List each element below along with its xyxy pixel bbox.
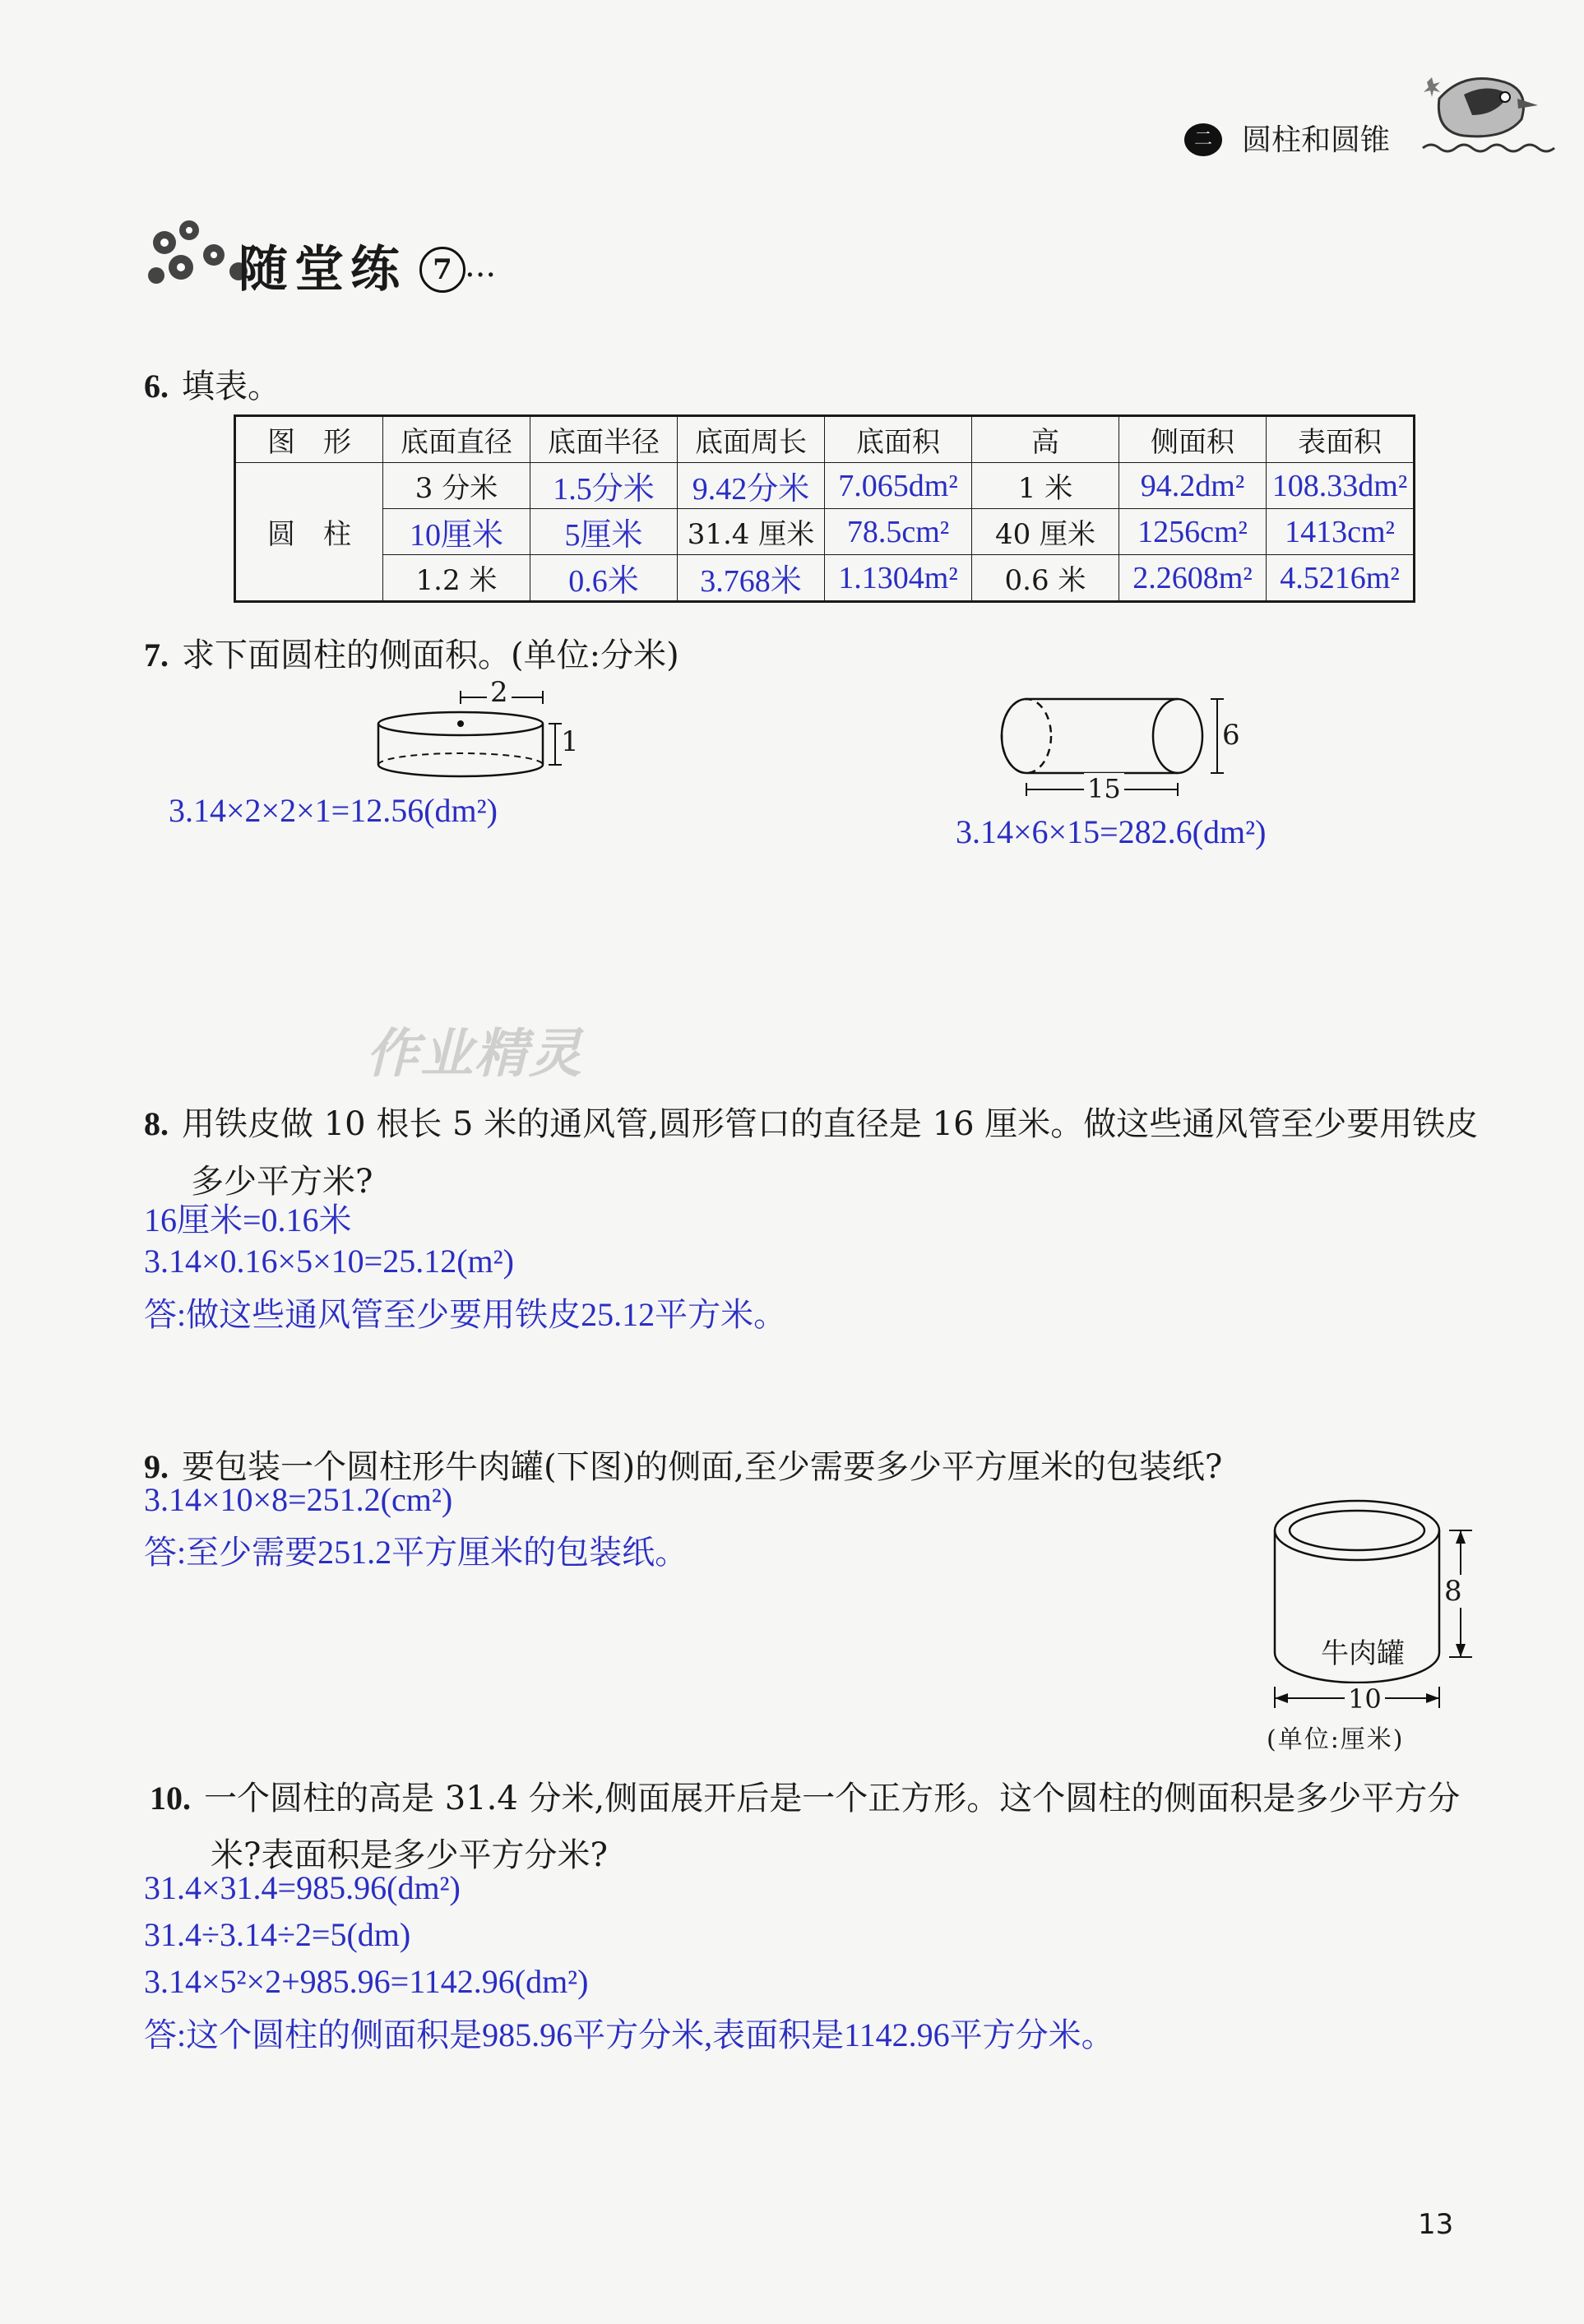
q7-text: 求下面圆柱的侧面积。(单位:分米) — [182, 637, 679, 674]
table-cell: 9.42分米 — [678, 463, 825, 509]
q8-answer-3: 答:做这些通风管至少要用铁皮25.12平方米。 — [144, 1296, 787, 1333]
q7-answer-2: 3.14×6×15=282.6(dm²) — [956, 813, 1267, 850]
table-cell: 94.2dm² — [1119, 463, 1267, 509]
q9-answer-1: 3.14×10×8=251.2(cm²) — [144, 1481, 453, 1518]
q10-answer-4: 答:这个圆柱的侧面积是985.96平方分米,表面积是1142.96平方分米。 — [144, 2016, 1114, 2053]
q9-answer-2: 答:至少需要251.2平方厘米的包装纸。 — [144, 1534, 688, 1571]
table-shape-label: 圆 柱 — [235, 463, 383, 602]
table-header: 表面积 — [1267, 416, 1415, 463]
q10-answer-3: 3.14×5²×2+985.96=1142.96(dm²) — [144, 1963, 589, 2000]
fig1-top-label: 2 — [487, 676, 512, 709]
q10-line2: 米?表面积是多少平方分米? — [211, 1836, 608, 1874]
table-cell: 108.33dm² — [1267, 463, 1415, 509]
table-cell: 40 厘米 — [972, 509, 1119, 555]
section-title: 随堂练 — [239, 241, 406, 299]
table-cell: 1.1304m² — [825, 555, 972, 602]
q10-line1: 一个圆柱的高是 31.4 分米,侧面展开后是一个正方形。这个圆柱的侧面积是多少平方分 — [204, 1780, 1461, 1817]
table-header: 底面半径 — [530, 416, 678, 463]
q7-prompt — [144, 629, 679, 676]
q8-answer-2: 3.14×0.16×5×10=25.12(m²) — [144, 1243, 514, 1280]
watermark: 作业精灵 — [366, 1023, 583, 1085]
q9-beef-can-figure — [1267, 1493, 1497, 1715]
q8-line2: 多少平方米? — [191, 1163, 373, 1201]
table-header: 侧面积 — [1119, 416, 1267, 463]
table-header: 底面直径 — [383, 416, 530, 463]
q8-number: 8. — [144, 1105, 169, 1142]
can-diameter-label: 10 — [1345, 1683, 1385, 1715]
table-cell: 3 分米 — [383, 463, 530, 509]
table-cell: 10厘米 — [383, 509, 530, 555]
q6-table — [234, 414, 1415, 603]
table-cell: 31.4 厘米 — [678, 509, 825, 555]
q8-answer-1: 16厘米=0.16米 — [144, 1201, 352, 1238]
fig2-bottom-label: 15 — [1084, 773, 1124, 804]
q7-answer-1: 3.14×2×2×1=12.56(dm²) — [169, 792, 498, 829]
table-cell: 0.6 米 — [972, 555, 1119, 602]
table-cell: 1413cm² — [1267, 509, 1415, 555]
q10-answer-1: 31.4×31.4=985.96(dm²) — [144, 1869, 461, 1906]
q9-number: 9. — [144, 1448, 169, 1485]
table-cell: 2.2608m² — [1119, 555, 1267, 602]
table-cell: 1 米 — [972, 463, 1119, 509]
q6-number: 6. — [144, 368, 169, 405]
q7-cylinder-1 — [354, 674, 592, 789]
q10-answer-2: 31.4÷3.14÷2=5(dm) — [144, 1916, 411, 1953]
section-number: 7 — [419, 247, 465, 293]
table-cell: 5厘米 — [530, 509, 678, 555]
q7-number: 7. — [144, 637, 169, 674]
table-cell: 1.2 米 — [383, 555, 530, 602]
table-header: 图 形 — [235, 416, 383, 463]
q6-text: 填表。 — [182, 368, 280, 405]
q6-prompt — [144, 360, 280, 407]
table-cell: 1.5分米 — [530, 463, 678, 509]
page-number: 13 — [1418, 2208, 1454, 2241]
q10-prompt — [150, 1772, 1460, 1819]
bird-icon — [1415, 58, 1563, 164]
section-dots: ... — [465, 247, 497, 285]
table-cell: 78.5cm² — [825, 509, 972, 555]
table-cell: 4.5216m² — [1267, 555, 1415, 602]
q10-number: 10. — [150, 1780, 191, 1817]
can-height-label: 8 — [1444, 1575, 1462, 1608]
table-cell: 1256cm² — [1119, 509, 1267, 555]
chapter-badge: 二 — [1184, 123, 1222, 156]
can-unit-label: (单位:厘米) — [1267, 1725, 1405, 1754]
chapter-title: 圆柱和圆锥 — [1242, 123, 1391, 157]
can-label: 牛肉罐 — [1321, 1637, 1405, 1670]
q8-line1: 用铁皮做 10 根长 5 米的通风管,圆形管口的直径是 16 厘米。做这些通风管至少要用铁皮 — [182, 1105, 1479, 1143]
table-cell: 7.065dm² — [825, 463, 972, 509]
q9-text: 要包装一个圆柱形牛肉罐(下图)的侧面,至少需要多少平方厘米的包装纸? — [182, 1448, 1223, 1486]
fig1-side-label: 1 — [561, 725, 579, 758]
fig2-side-label: 6 — [1222, 719, 1240, 752]
table-cell: 0.6米 — [530, 555, 678, 602]
table-header: 底面积 — [825, 416, 972, 463]
table-cell: 3.768米 — [678, 555, 825, 602]
table-header: 高 — [972, 416, 1119, 463]
table-header: 底面周长 — [678, 416, 825, 463]
q8-prompt — [144, 1098, 1478, 1145]
